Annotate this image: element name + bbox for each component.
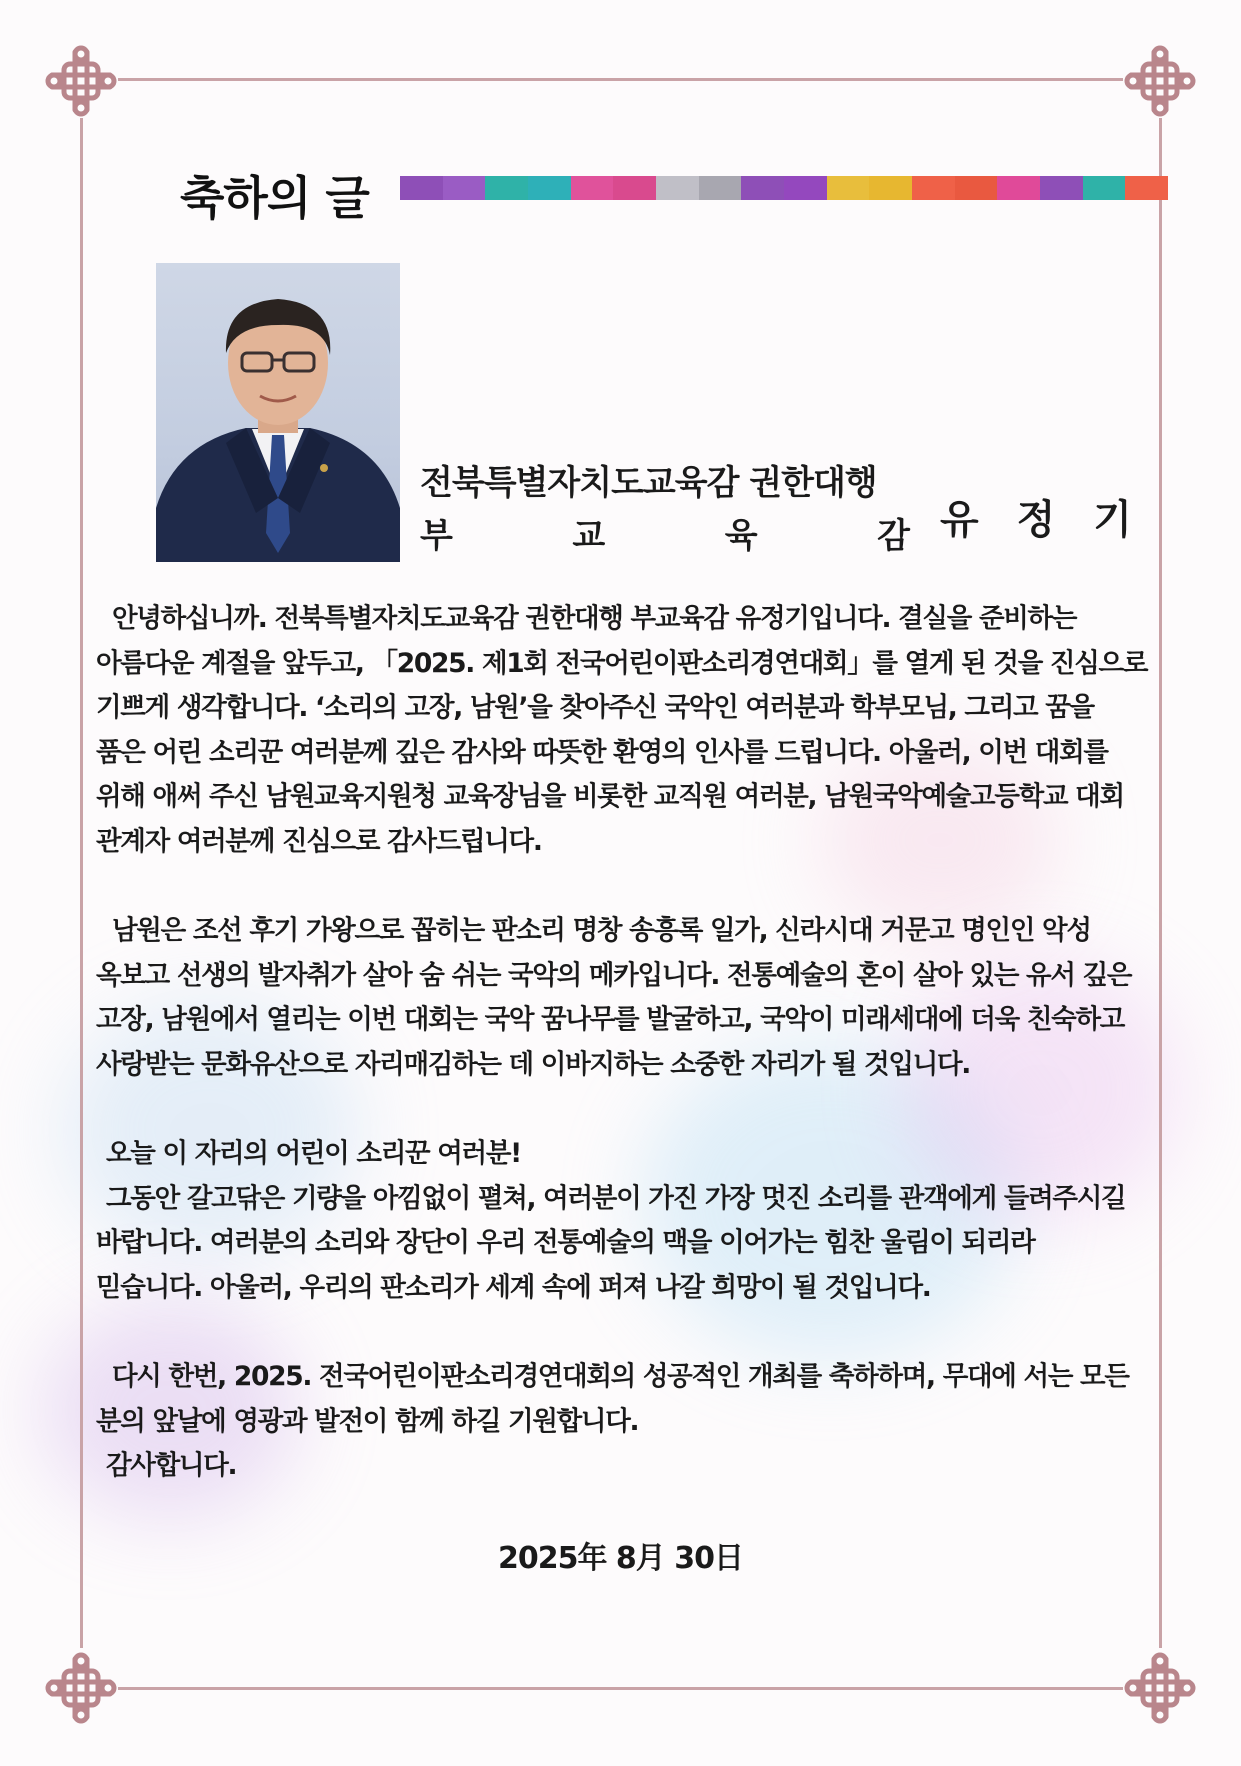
page-title: 축하의 글 bbox=[180, 171, 369, 225]
letter-body bbox=[96, 597, 1148, 1489]
corner-knot-icon bbox=[1121, 1649, 1199, 1727]
stripe-segment bbox=[997, 176, 1040, 200]
corner-knot-icon bbox=[42, 1649, 120, 1727]
paragraph-gap bbox=[96, 1311, 1148, 1356]
stripe-segment bbox=[699, 176, 742, 200]
corner-knot-icon bbox=[1121, 42, 1199, 120]
stripe-segment bbox=[528, 176, 571, 200]
stripe-segment bbox=[1040, 176, 1083, 200]
stripe-segment bbox=[656, 176, 699, 200]
paragraph: 남원은 조선 후기 가왕으로 꼽히는 판소리 명창 송흥록 일가, 신라시대 거문고 명인인 악성 옥보고 선생의 발자취가 살아 숨 쉬는 국악의 메카입니다. 전통예술의 혼이 살아 있는 유서 깊은 고장, 남원에서 열리는 이번 대회는 국악 꿈나무를 발굴하고, 국악이 미래세대에 더욱 친숙하고 사랑받는 문화유산으로 자리매김하는 데 이바지하는 소중한 자리가 될 것입니다. bbox=[96, 915, 1132, 1080]
paragraph: 안녕하십니까. 전북특별자치도교육감 권한대행 부교육감 유정기입니다. 결실을 준비하는 아름다운 계절을 앞두고, 「2025. 제1회 전국어린이판소리경연대회」를 열게 된 것을 진심으로 기쁘게 생각합니다. ‘소리의 고장, 남원’을 찾아주신 국악인 여러분과 학부모님, 그리고 꿈을 품은 어린 소리꾼 여러분께 깊은 감사와 따뜻한 환영의 인사를 드립니다. 아울러, 이번 대회를 위해 애써 주신 남원교육지원청 교육장님을 비롯한 교직원 여러분, 남원국악예술고등학교 대회 관계자 여러분께 진심으로 감사드립니다. bbox=[96, 603, 1148, 857]
stripe-segment bbox=[869, 176, 912, 200]
color-stripe bbox=[400, 176, 1168, 200]
paragraph: 오늘 이 자리의 어린이 소리꾼 여러분! bbox=[106, 1138, 521, 1170]
stripe-segment bbox=[1083, 176, 1126, 200]
role-char: 교 bbox=[572, 516, 606, 556]
stripe-segment bbox=[443, 176, 486, 200]
letter-date: 2025年 8月 30日 bbox=[497, 1541, 743, 1576]
frame-top bbox=[118, 78, 1123, 81]
stripe-segment bbox=[613, 176, 656, 200]
paragraph-gap bbox=[96, 865, 1148, 910]
stripe-segment bbox=[571, 176, 614, 200]
stripe-segment bbox=[485, 176, 528, 200]
frame-left bbox=[80, 118, 83, 1648]
paragraph: 그동안 갈고닦은 기량을 아낌없이 펼쳐, 여러분이 가진 가장 멋진 소리를 관객에게 들려주시길 바랍니다. 여러분의 소리와 장단이 우리 전통예술의 맥을 이어가는 힘찬 울림이 되리라 믿습니다. 아울러, 우리의 판소리가 세계 속에 퍼져 나갈 희망이 될 것입니다. bbox=[96, 1182, 1126, 1303]
frame-right bbox=[1159, 118, 1162, 1648]
stripe-segment bbox=[400, 176, 443, 200]
role-char: 감 bbox=[877, 516, 910, 556]
paragraph: 다시 한번, 2025. 전국어린이판소리경연대회의 성공적인 개최를 축하하며, 무대에 서는 모든 분의 앞날에 영광과 발전이 함께 하길 기원합니다. bbox=[96, 1361, 1129, 1437]
corner-knot-icon bbox=[42, 42, 120, 120]
portrait-illustration bbox=[156, 263, 400, 562]
portrait-photo bbox=[156, 263, 400, 562]
frame-bottom bbox=[118, 1687, 1123, 1690]
role-char: 부 bbox=[420, 516, 453, 556]
paragraph-gap bbox=[96, 1088, 1148, 1133]
signer-title bbox=[420, 455, 910, 557]
signer-role-line2 bbox=[420, 508, 910, 557]
stripe-segment bbox=[741, 176, 784, 200]
stripe-segment bbox=[955, 176, 998, 200]
stripe-segment bbox=[1125, 176, 1168, 200]
stripe-segment bbox=[784, 176, 827, 200]
signer-role-line1: 전북특별자치도교육감 권한대행 bbox=[420, 463, 877, 503]
paragraph: 감사합니다. bbox=[106, 1450, 237, 1482]
stripe-segment bbox=[912, 176, 955, 200]
role-char: 육 bbox=[724, 516, 758, 556]
signer-name: 유정기 bbox=[940, 497, 1170, 543]
stripe-segment bbox=[827, 176, 870, 200]
